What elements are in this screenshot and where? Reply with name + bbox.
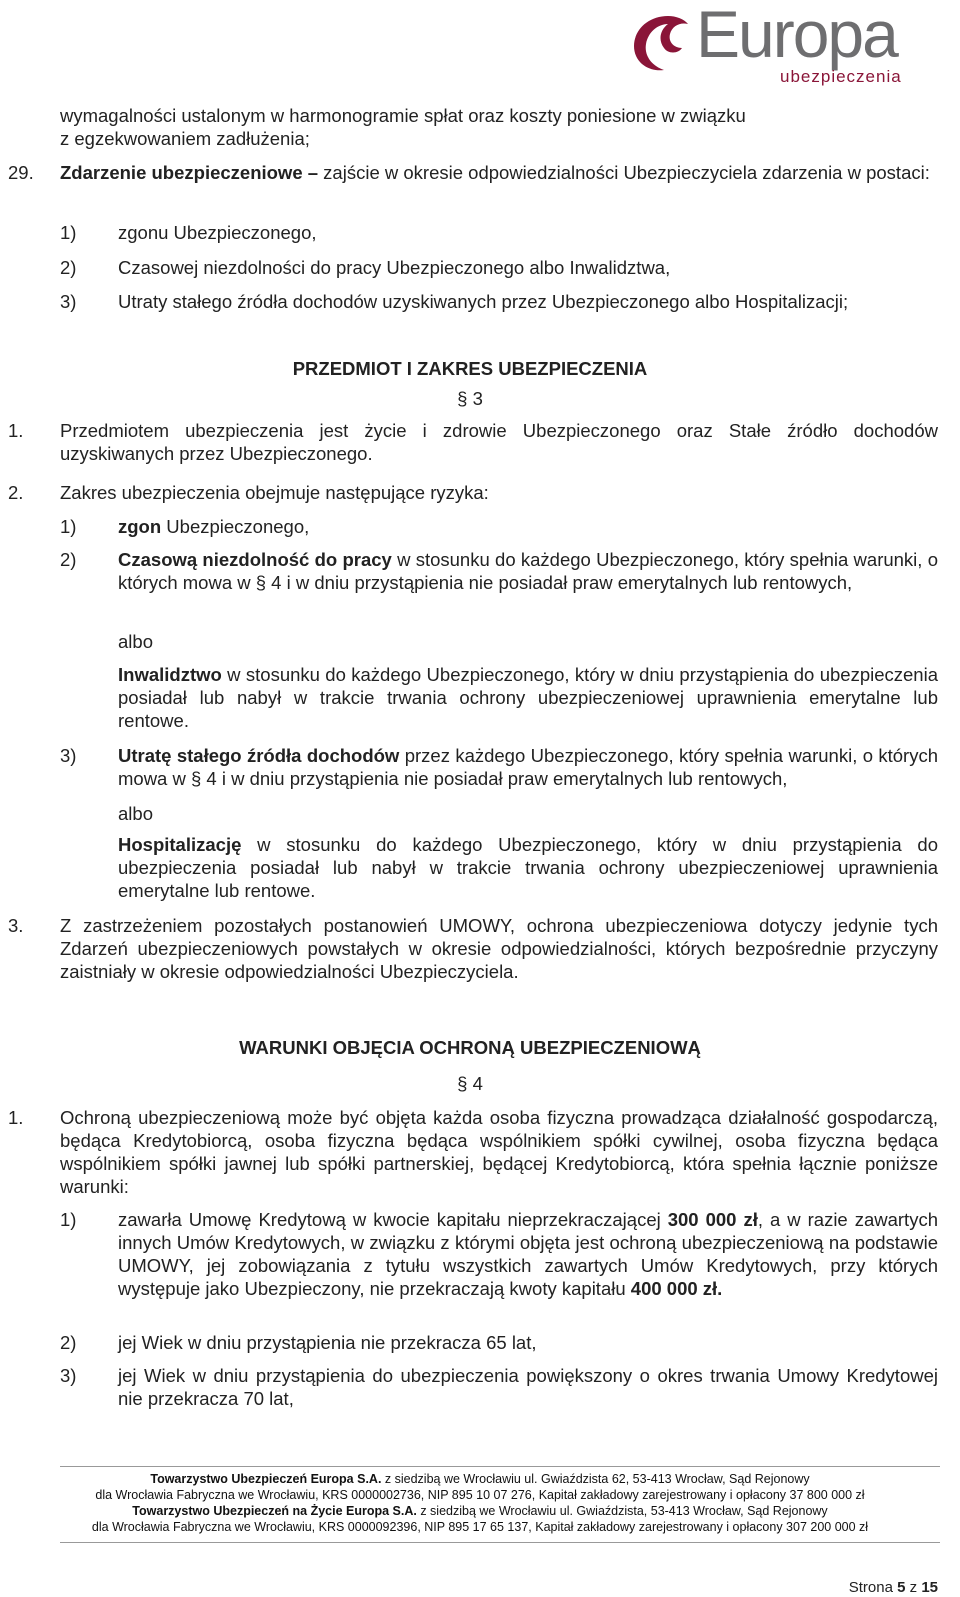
section-3-heading: PRZEDMIOT I ZAKRES UBEZPIECZENIA (292, 358, 648, 379)
item-29-list-3-number: 3) (60, 291, 77, 312)
s3-risk-3b (118, 833, 938, 902)
footer-line-3-text: z siedzibą we Wrocławiu ul. Gwiaździsta, 53-413 Wrocław, Sąd Rejonowy (416, 1504, 828, 1518)
s3-risk-1 (118, 515, 309, 538)
s3-p2-text: Zakres ubezpieczenia obejmuje następujące ryzyka: (60, 482, 489, 503)
item-29-term: Zdarzenie ubezpieczeniowe – (60, 162, 319, 183)
intro-line2: z egzekwowaniem zadłużenia; (60, 128, 310, 149)
footer-company-2: Towarzystwo Ubezpieczeń na Życie Europa S.A. (132, 1504, 417, 1518)
footer-line-3 (20, 1503, 940, 1519)
item-29-list-2-number: 2) (60, 257, 77, 278)
s3-albo-2: albo (118, 803, 153, 824)
s3-risk-3-term: Utratę stałego źródła dochodów (118, 745, 400, 766)
s4-c3-number: 3) (60, 1365, 77, 1386)
s4-c1-amount-1: 300 000 zł (667, 1209, 758, 1230)
s3-p1-text: Przedmiotem ubezpieczenia jest życie i zdrowie Ubezpieczonego oraz Stałe źródło dochodów uzyskiwanych przez Ubezpieczonego. (60, 420, 938, 464)
section-3-paragraph-mark: § 3 (457, 388, 483, 409)
europa-logo-mark-icon (630, 10, 694, 74)
s4-c1-amount-2: 400 000 zł. (630, 1278, 723, 1299)
footer-line-4: dla Wrocławia Fabryczna we Wrocławiu, KRS 0000092396, NIP 895 17 65 137, Kapitał zakładowy zarejestrowany i opłacony 307 200 000 zł (91, 1520, 869, 1534)
item-29-list-1-number: 1) (60, 222, 77, 243)
s3-risk-3-text: przez każdego Ubezpieczonego, który spełnia warunki, o których mowa w § 4 i w dniu przystąpienia nie posiadał praw emerytalnych lub rentowych, (118, 745, 939, 789)
intro-line1: wymagalności ustalonym w harmonogramie spłat oraz koszty poniesione w związku (60, 105, 746, 126)
s4-c1 (118, 1208, 938, 1300)
footer-line-1-text: z siedzibą we Wrocławiu ul. Gwiaździsta 62, 53-413 Wrocław, Sąd Rejonowy (381, 1472, 810, 1486)
intro-continuation (60, 104, 938, 150)
s3-risk-3 (118, 744, 938, 790)
s3-p1-number: 1. (8, 420, 24, 441)
page-total: 15 (921, 1579, 938, 1596)
s4-p1-number: 1. (8, 1107, 24, 1128)
s4-c3-text: jej Wiek w dniu przystąpienia do ubezpieczenia powiększony o okres trwania Umowy Kredytowej nie przekracza 70 lat, (118, 1365, 938, 1409)
footer-divider-bottom (60, 1542, 940, 1543)
s4-c1-number: 1) (60, 1209, 77, 1230)
europa-logo (630, 0, 948, 86)
s3-risk-1-term: zgon (118, 516, 162, 537)
page-number (849, 1579, 938, 1596)
s3-risk-3b-term: Hospitalizację (118, 834, 242, 855)
s3-albo-1: albo (118, 631, 153, 652)
page-separator: z (905, 1579, 922, 1596)
footer-divider (60, 1466, 940, 1467)
logo-subtitle: ubezpieczenia (780, 67, 902, 86)
section-4-heading: WARUNKI OBJĘCIA OCHRONĄ UBEZPIECZENIOWĄ (239, 1037, 701, 1058)
s3-p3-text: Z zastrzeżeniem pozostałych postanowień UMOWY, ochrona ubezpieczeniowa dotyczy jedynie tych Zdarzeń ubezpieczeniowych powstałych w okresie odpowiedzialności, których bezpośrednie przyczyny zaistniały w okresie odpowiedzialności Ubezpieczyciela. (60, 915, 938, 982)
item-29-text: zajście w okresie odpowiedzialności Ubezpieczyciela zdarzenia w postaci: (318, 162, 930, 183)
s3-risk-2b-text: w stosunku do każdego Ubezpieczonego, który w dniu przystąpienia do ubezpieczenia posiadał lub nabył w trakcie trwania ochrony ubezpieczeniowej uprawnienia emerytalne lub rentowe. (118, 664, 938, 731)
item-29-list-2-text: Czasowej niezdolności do pracy Ubezpieczonego albo Inwalidztwa, (118, 257, 671, 278)
s4-c1-c: , a w razie zawartych innych Umów Kredytowych, w związku z którymi objęta jest ochroną ubezpieczeniową na podstawie UMOWY, jej zobowiązania z tytułu wszystkich zawartych Umów Kredytowych, przy których występuje jako Ubezpieczony, nie przekraczają kwoty kapitału (118, 1209, 938, 1299)
s3-risk-2-term: Czasową niezdolność do pracy (118, 549, 392, 570)
s3-p3-number: 3. (8, 915, 24, 936)
s3-risk-3-number: 3) (60, 745, 77, 766)
s3-risk-1-text: Ubezpieczonego, (161, 516, 310, 537)
section-4-paragraph-mark: § 4 (457, 1073, 483, 1094)
s3-risk-1-number: 1) (60, 516, 77, 537)
s3-risk-2b-term: Inwalidztwo (118, 664, 222, 685)
item-29-number: 29. (8, 162, 34, 183)
s3-risk-2b (118, 663, 938, 732)
item-29-list-1-text: zgonu Ubezpieczonego, (118, 222, 317, 243)
item-29-definition (60, 161, 938, 184)
footer-line-1 (20, 1471, 940, 1487)
footer-line-2: dla Wrocławia Fabryczna we Wrocławiu, KRS 0000002736, NIP 895 10 07 276, Kapitał zakładowy zarejestrowany i opłacony 37 800 000 zł (95, 1488, 865, 1502)
s3-risk-2 (118, 548, 938, 594)
item-29-list-3-text: Utraty stałego źródła dochodów uzyskiwanych przez Ubezpieczonego albo Hospitalizacji; (118, 291, 849, 312)
s3-p2-number: 2. (8, 482, 24, 503)
s4-c1-a: zawarła Umowę Kredytową w kwocie kapitału nieprzekraczającej (118, 1209, 668, 1230)
s3-risk-2-number: 2) (60, 549, 77, 570)
page-current: 5 (897, 1579, 906, 1596)
s4-c2-text: jej Wiek w dniu przystąpienia nie przekracza 65 lat, (118, 1332, 537, 1353)
s4-p1-text: Ochroną ubezpieczeniową może być objęta każda osoba fizyczna prowadząca działalność gospodarczą, będąca Kredytobiorcą, osoba fizyczna będąca wspólnikiem spółki cywilnej, osoba fizyczna będąca wspólnikiem spółki jawnej lub spółki partnerskiej, będącej Kredytobiorcą, która spełnia łącznie poniższe warunki: (60, 1107, 938, 1197)
s4-c2-number: 2) (60, 1332, 77, 1353)
logo-wordmark: Europa (696, 0, 897, 71)
page-prefix: Strona (848, 1579, 898, 1596)
footer-company-1: Towarzystwo Ubezpieczeń Europa S.A. (150, 1472, 382, 1486)
s3-risk-2-text: w stosunku do każdego Ubezpieczonego, który spełnia warunki, o których mowa w § 4 i w dniu przystąpienia nie posiadał praw emerytalnych lub rentowych, (118, 549, 938, 593)
s3-risk-3b-text: w stosunku do każdego Ubezpieczonego, który w dniu przystąpienia do ubezpieczenia posiadał lub nabył w trakcie trwania ochrony ubezpieczeniowej uprawnienia emerytalne lub rentowe. (118, 834, 938, 901)
